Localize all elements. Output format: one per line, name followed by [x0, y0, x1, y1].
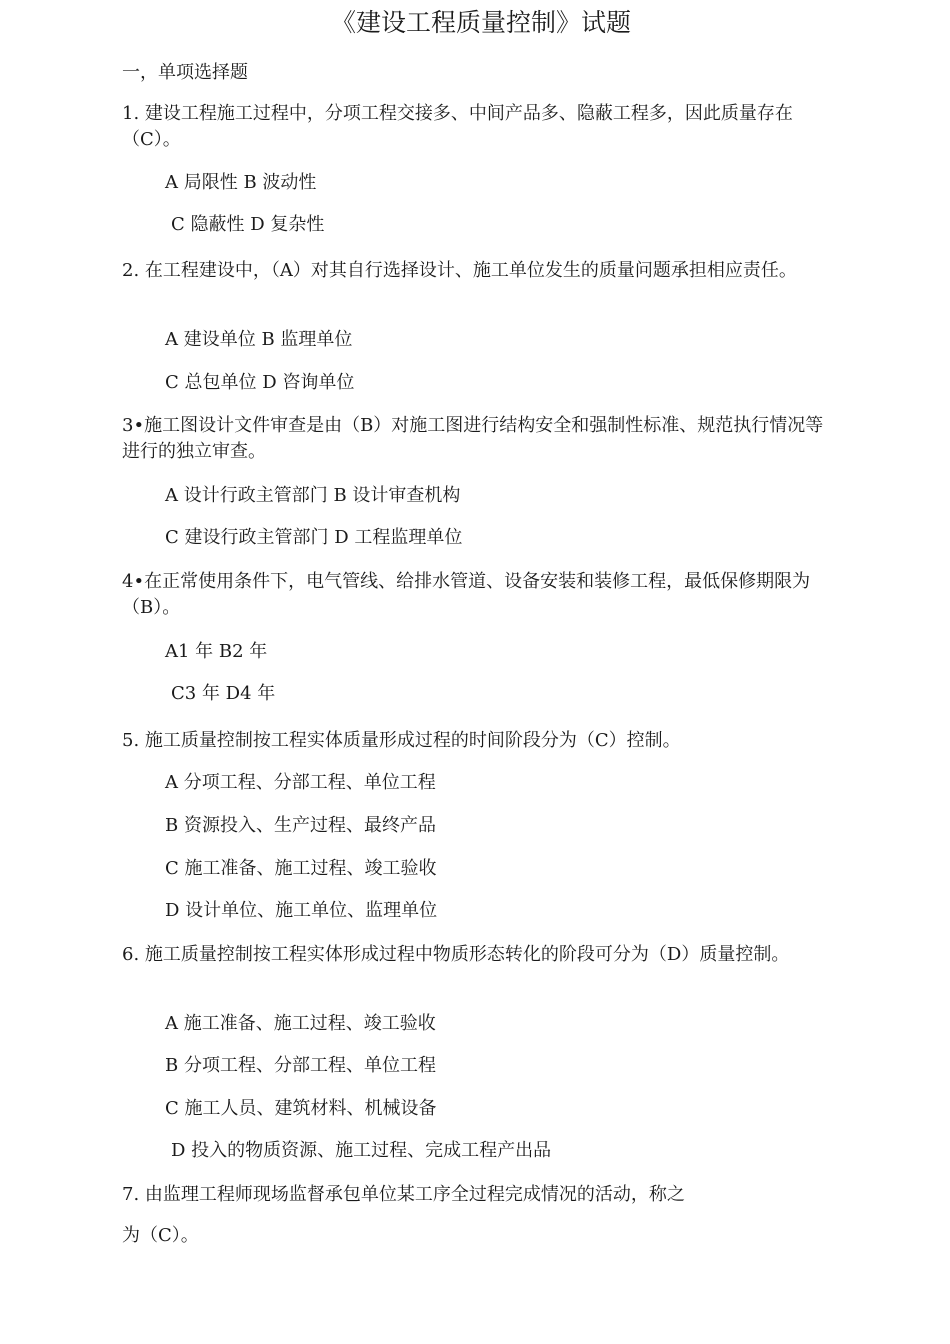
question-5-option-c: C 施工准备、施工过程、竣工验收: [165, 858, 437, 879]
question-2-options-ab: A 建设单位 B 监理单位: [165, 329, 353, 350]
question-2-text: 2. 在工程建设中，（A）对其自行选择设计、施工单位发生的质量问题承担相应责任。: [122, 260, 797, 281]
question-6-text: 6. 施工质量控制按工程实体形成过程中物质形态转化的阶段可分为（D）质量控制。: [122, 944, 790, 965]
question-7-text: 7. 由监理工程师现场监督承包单位某工序全过程完成情况的活动，称之: [122, 1184, 685, 1205]
question-5-option-d: D 设计单位、施工单位、监理单位: [165, 900, 438, 921]
question-6-option-b: B 分项工程、分部工程、单位工程: [165, 1055, 436, 1076]
question-6-option-d: D 投入的物质资源、施工过程、完成工程产出品: [171, 1140, 552, 1161]
document-title: 《建设工程质量控制》试题: [330, 8, 631, 37]
question-1-options-cd: C 隐蔽性 D 复杂性: [171, 214, 325, 235]
question-3-options-cd: C 建设行政主管部门 D 工程监理单位: [165, 527, 463, 548]
question-7-continuation: 为（C）。: [122, 1225, 199, 1246]
section-heading: 一，单项选择题: [122, 62, 248, 83]
question-4-text: 4•在正常使用条件下，电气管线、给排水管道、设备安装和装修工程，最低保修期限为（B）。: [122, 571, 811, 618]
question-1-options-ab: A 局限性 B 波动性: [165, 172, 317, 193]
question-4-options-ab: A1 年 B2 年: [165, 641, 268, 662]
question-4-options-cd: C3 年 D4 年: [171, 683, 276, 704]
question-5-text: 5. 施工质量控制按工程实体质量形成过程的时间阶段分为（C）控制。: [122, 730, 681, 751]
question-3-options-ab: A 设计行政主管部门 B 设计审查机构: [165, 485, 461, 506]
question-1-text: 1. 建设工程施工过程中，分项工程交接多、中间产品多、隐蔽工程多，因此质量存在（C）。: [122, 103, 793, 150]
question-5-option-b: B 资源投入、生产过程、最终产品: [165, 815, 436, 836]
question-5-option-a: A 分项工程、分部工程、单位工程: [165, 772, 436, 793]
question-6-option-a: A 施工准备、施工过程、竣工验收: [165, 1013, 436, 1034]
question-2-options-cd: C 总包单位 D 咨询单位: [165, 372, 355, 393]
question-3-text: 3•施工图设计文件审查是由（B）对施工图进行结构安全和强制性标准、规范执行情况等进行的独立审查。: [122, 415, 824, 462]
question-6-option-c: C 施工人员、建筑材料、机械设备: [165, 1098, 437, 1119]
